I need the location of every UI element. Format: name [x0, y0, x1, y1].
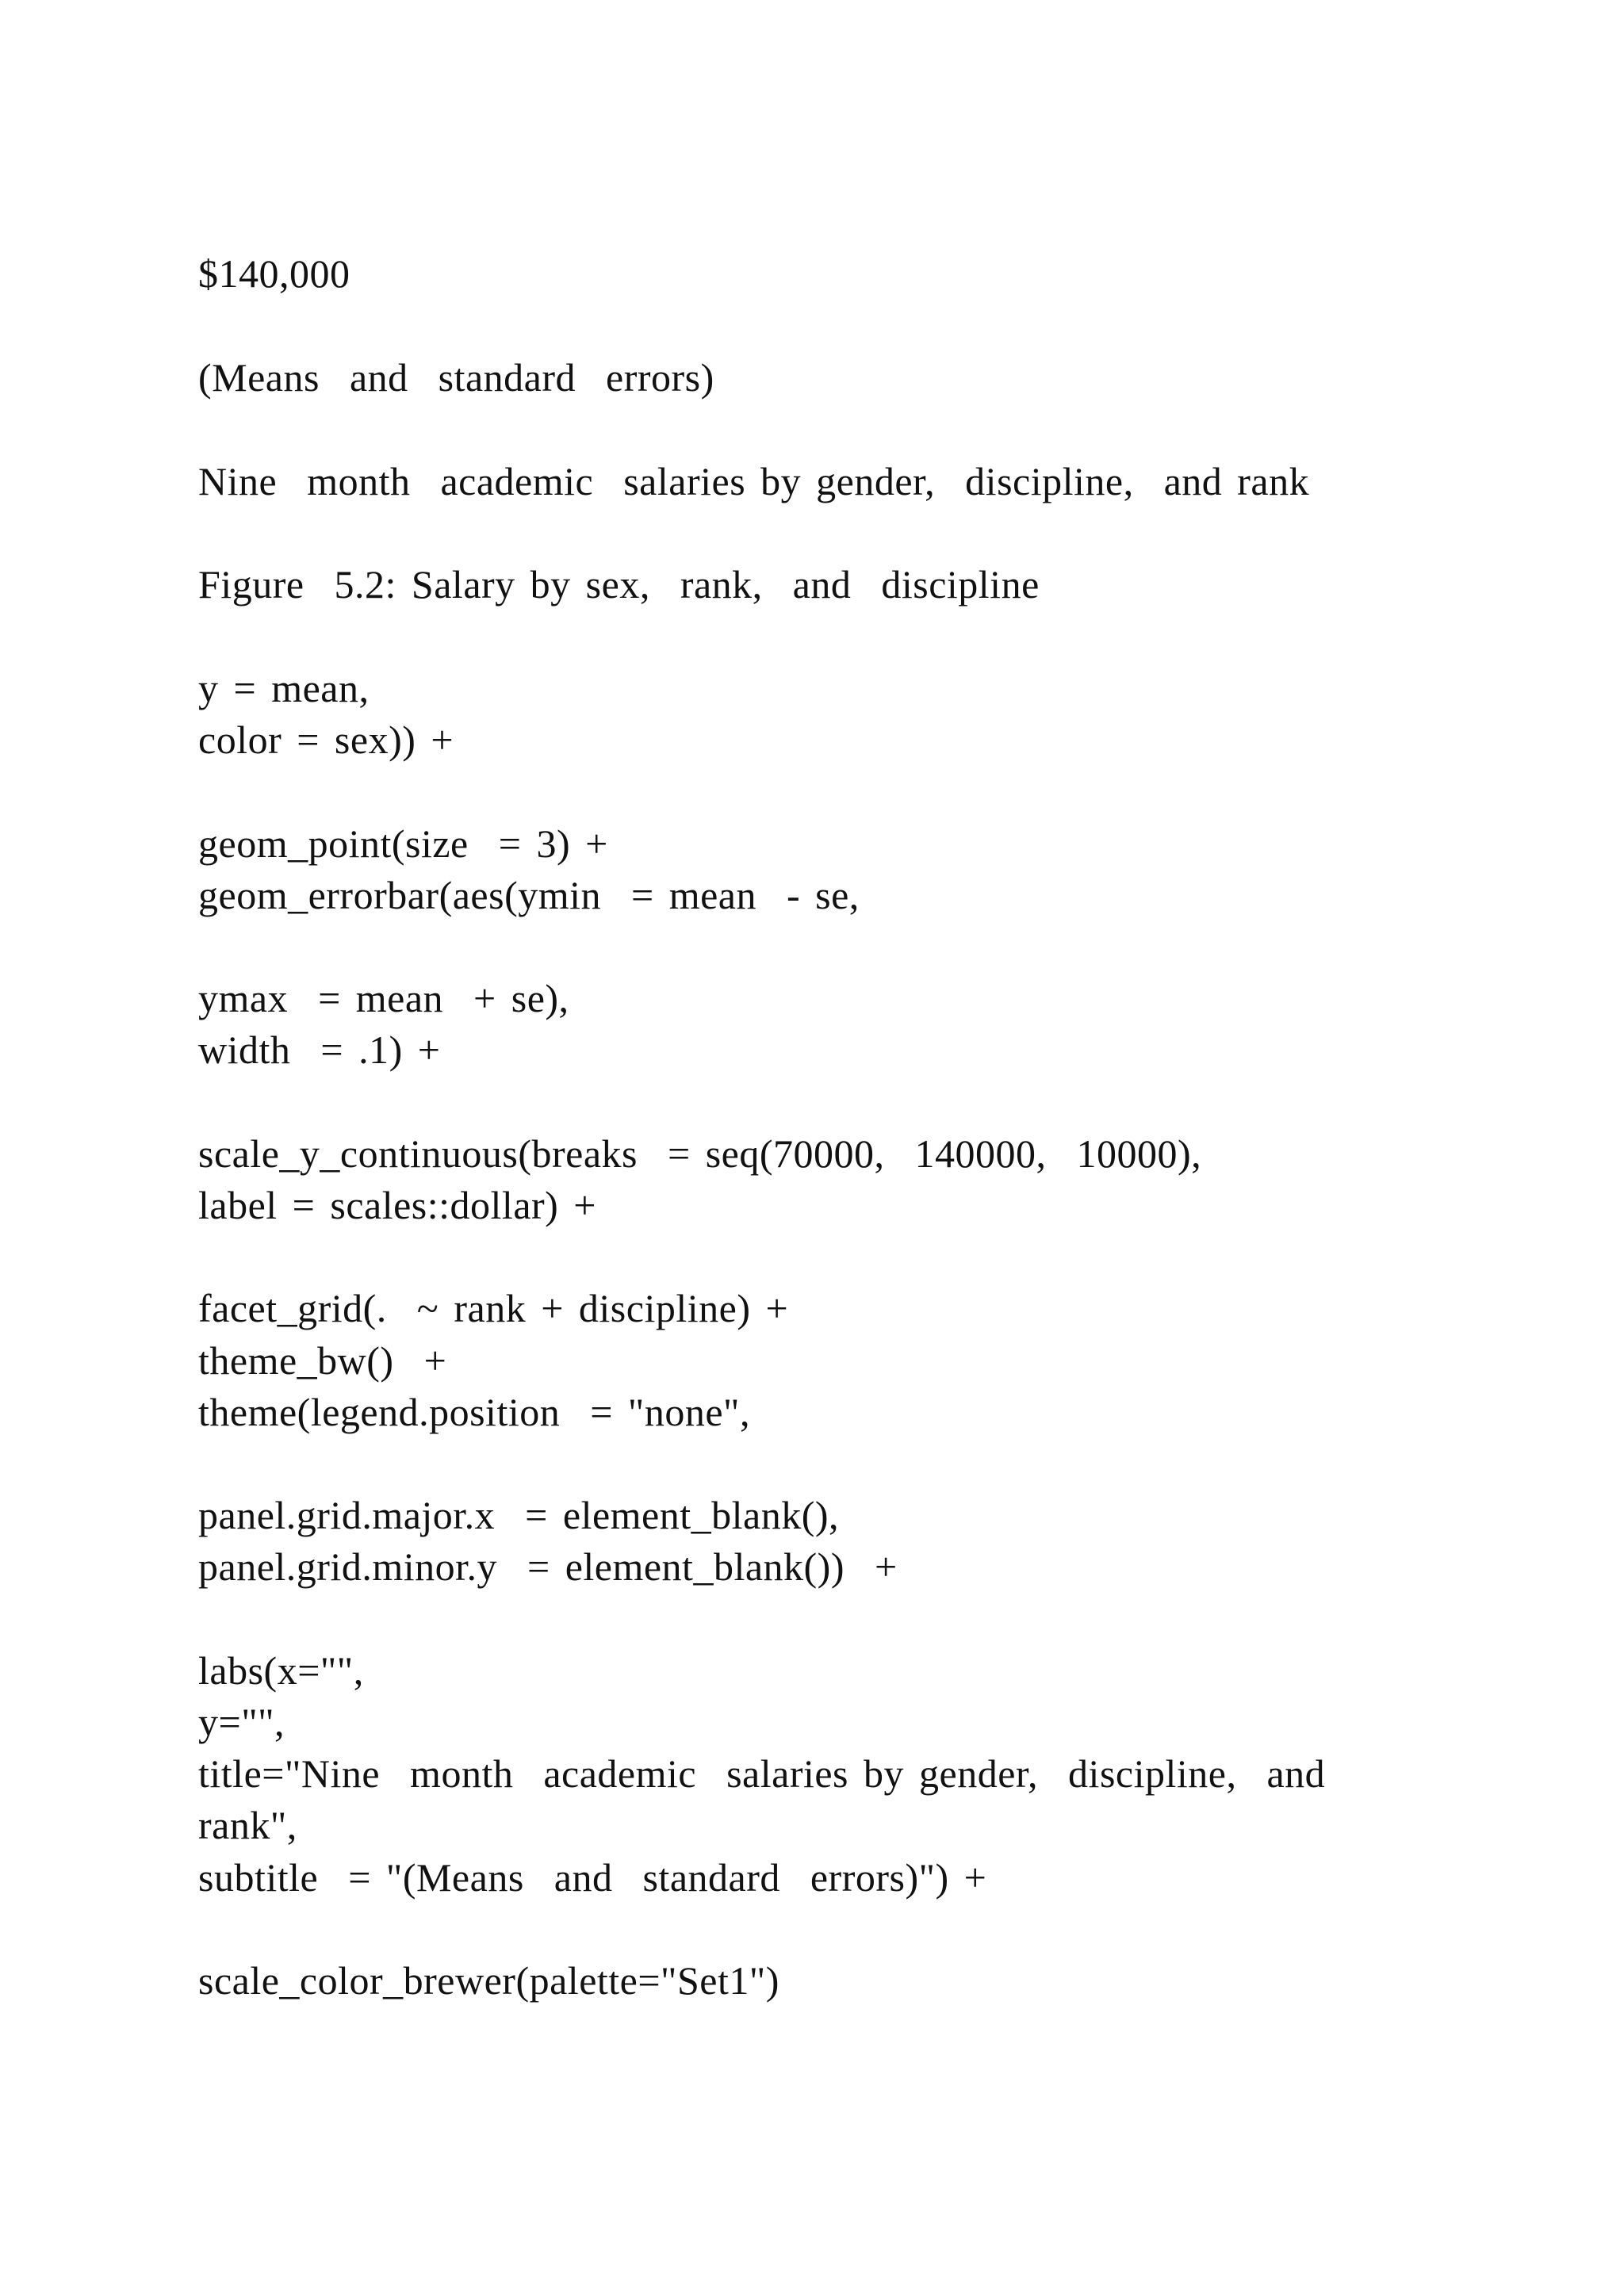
code-line: width = .1) + [198, 1027, 441, 1072]
code-line: panel.grid.minor.y = element_blank()) + [198, 1544, 898, 1589]
code-line: subtitle = "(Means and standard errors)") + [198, 1855, 987, 1900]
code-line: label = scales::dollar) + [198, 1183, 597, 1227]
code-line: scale_y_continuous(breaks = seq(70000, 140000, 10000), [198, 1131, 1202, 1176]
code-line: theme_bw() + [198, 1338, 447, 1383]
code-line: title="Nine month academic salaries by gender, discipline, and [198, 1751, 1326, 1796]
code-line: geom_point(size = 3) + [198, 821, 608, 866]
text-line-price: $140,000 [198, 251, 350, 296]
code-line: y = mean, [198, 666, 370, 710]
code-line: geom_errorbar(aes(ymin = mean - se, [198, 873, 860, 917]
code-line: ymax = mean + se), [198, 976, 569, 1020]
code-line: color = sex)) + [198, 718, 454, 762]
code-line: panel.grid.major.x = element_blank(), [198, 1493, 840, 1537]
code-line: rank", [198, 1803, 297, 1847]
text-line-subtitle: (Means and standard errors) [198, 355, 714, 400]
text-line-title: Nine month academic salaries by gender, discipline, and rank [198, 459, 1310, 503]
code-line: facet_grid(. ~ rank + discipline) + [198, 1286, 789, 1330]
code-line: y="", [198, 1700, 285, 1744]
code-line: theme(legend.position = "none", [198, 1390, 750, 1434]
code-line: labs(x="", [198, 1648, 364, 1693]
text-line-figure-caption: Figure 5.2: Salary by sex, rank, and discipline [198, 562, 1040, 607]
code-line: scale_color_brewer(palette="Set1") [198, 1958, 779, 2003]
